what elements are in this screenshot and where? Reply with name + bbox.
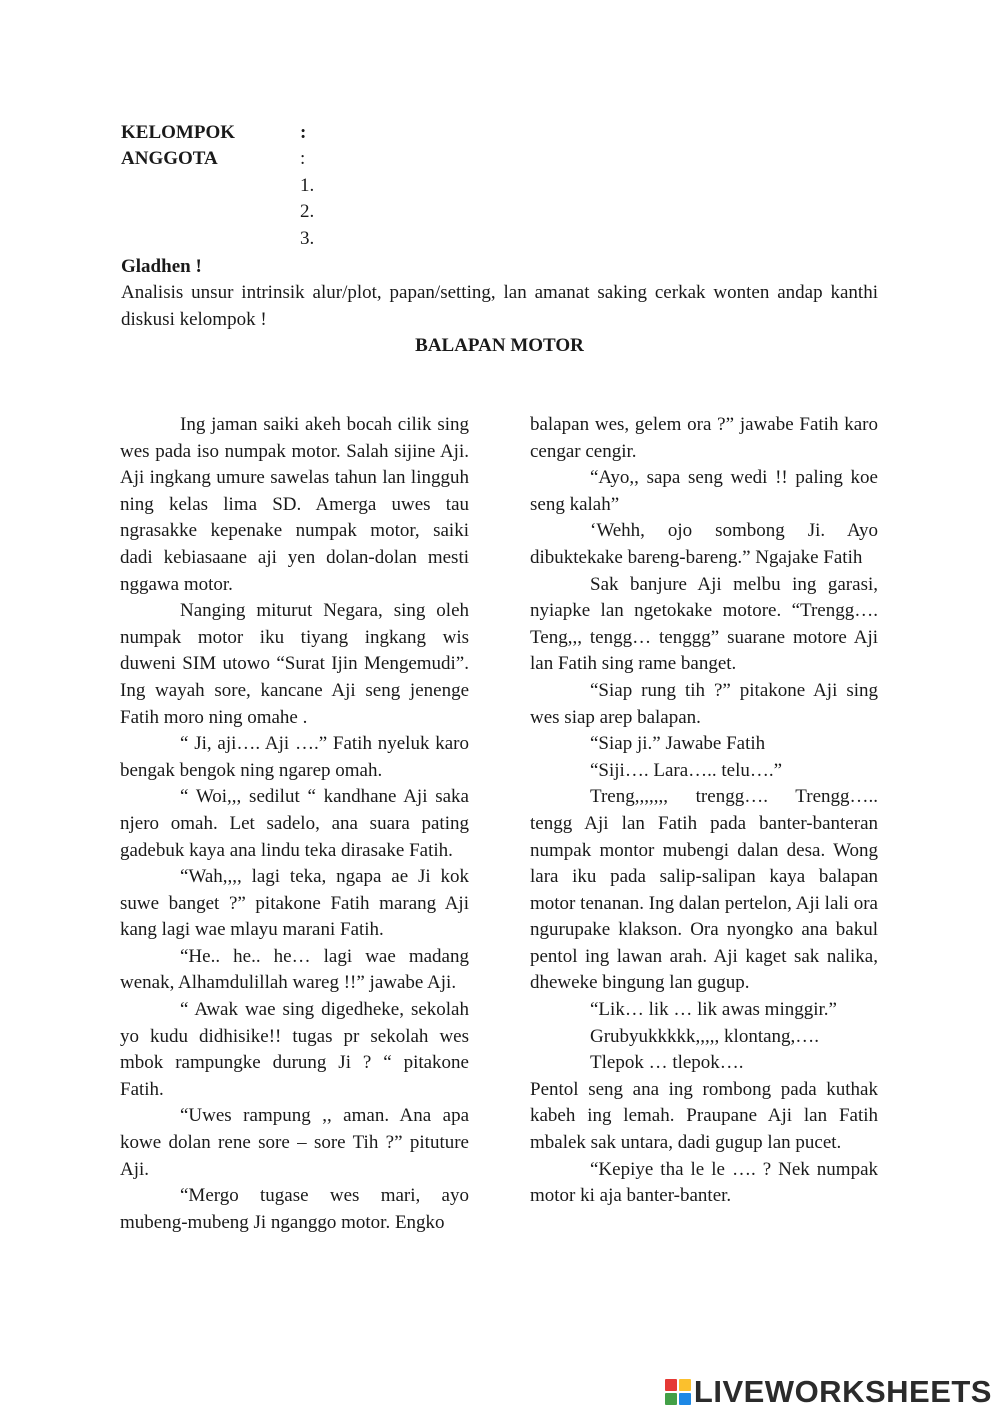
story-title: BALAPAN MOTOR <box>415 335 584 356</box>
liveworksheets-logo-icon <box>664 1378 692 1406</box>
paragraph: “Ayo,, sapa seng wedi !! paling koe seng kalah” <box>530 467 878 515</box>
anggota-label: ANGGOTA <box>121 148 218 169</box>
paragraph: Grubyukkkkk,,,,, klontang,…. <box>590 1025 820 1047</box>
paragraph: “Uwes rampung ,, aman. Ana apa kowe dolan rene sore – sore Tih ?” pituture Aji. <box>120 1105 469 1180</box>
liveworksheets-watermark <box>664 1375 992 1409</box>
anggota-colon: : <box>300 148 306 169</box>
paragraph: Treng,,,,,,, trengg…. Trengg….. tengg Aji lan Fatih pada banter-banteran numpak montor mubengi dalan desa. Wong lara iku pada salip-salipan kaya balapan motor tenanan. Ing dalan pertelon, Aji lali ora ngurupake klakson. Ora nyongko ana bakul pentol ing lawan arah. Aji kaget sak nalika, dheweke bingung lan gugup. <box>530 786 878 994</box>
paragraph: Sak banjure Aji melbu ing garasi, nyiapke lan ngetokake motore. “Trengg…. Teng,,, tengg… tenggg” suarane motore Aji lan Fatih sing rame banget. <box>530 573 878 675</box>
kelompok-label: KELOMPOK <box>121 122 235 143</box>
paragraph: Nanging miturut Negara, sing oleh numpak motor iku tiyang ingkang wis duweni SIM utowo “Surat Ijin Mengemudi”. Ing wayah sore, kancane Aji seng jenenge Fatih moro ning omahe . <box>120 600 469 728</box>
paragraph: “Wah,,,, lagi teka, ngapa ae Ji kok suwe banget ?” pitakone Fatih marang Aji kang lagi wae mlayu marani Fatih. <box>120 866 469 941</box>
paragraph: “Mergo tugase wes mari, ayo mubeng-mubeng Ji nganggo motor. Engko <box>120 1185 469 1233</box>
paragraph: balapan wes, gelem ora ?” jawabe Fatih karo cengar cengir. <box>530 414 878 462</box>
exercise-title: Gladhen ! <box>121 256 202 277</box>
story-left-column <box>120 412 469 1236</box>
paragraph: “Siap rung tih ?” pitakone Aji sing wes siap arep balapan. <box>530 679 878 728</box>
paragraph: “Siji…. Lara….. telu….” <box>590 759 783 781</box>
paragraph: “Lik… lik … lik awas minggir.” <box>590 999 837 1021</box>
member-number-2: 2. <box>300 201 315 222</box>
exercise-instruction: Analisis unsur intrinsik alur/plot, papan/setting, lan amanat saking cerkak wonten andap kanthi diskusi kelompok ! <box>121 282 878 330</box>
paragraph: Ing jaman saiki akeh bocah cilik sing wes pada iso numpak motor. Salah sijine Aji. Aji ingkang umure sawelas tahun lan lingguh ning kelas lima SD. Amerga uwes tau ngrasakke kepenake numpak motor, saiki dadi kebiasaane aji yen dolan-dolan mesti nggawa motor. <box>120 414 469 595</box>
paragraph: Tlepok … tlepok…. <box>590 1052 744 1074</box>
paragraph: “He.. he.. he… lagi wae madang wenak, Alhamdulillah wareg !!” jawabe Aji. <box>120 945 469 994</box>
paragraph: Pentol seng ana ing rombong pada kuthak kabeh ing lemah. Praupane Aji lan Fatih mbalek sak untara, dadi gugup lan pucet. <box>530 1078 878 1154</box>
paragraph: “Kepiye tha le le …. ? Nek numpak motor ki aja banter-banter. <box>530 1158 878 1207</box>
liveworksheets-text: LIVEWORKSHEETS <box>693 1374 992 1409</box>
story-right-column <box>530 412 878 1210</box>
paragraph: “ Ji, aji…. Aji ….” Fatih nyeluk karo bengak bengok ning ngarep omah. <box>120 733 469 781</box>
paragraph: “ Woi,,, sedilut “ kandhane Aji saka njero omah. Let sadelo, ana suara pating gadebuk kaya ana lindu teka dirasake Fatih. <box>120 786 469 861</box>
kelompok-colon: : <box>300 122 307 143</box>
paragraph: ‘Wehh, ojo sombong Ji. Ayo dibuktekake bareng-bareng.” Ngajake Fatih <box>530 520 878 568</box>
paragraph: “ Awak wae sing digedheke, sekolah yo kudu didhisike!! tugas pr sekolah wes mbok rampungke durung Ji ? “ pitakone Fatih. <box>120 999 469 1100</box>
paragraph: “Siap ji.” Jawabe Fatih <box>590 733 766 755</box>
member-number-1: 1. <box>300 175 315 196</box>
member-number-3: 3. <box>300 228 315 249</box>
